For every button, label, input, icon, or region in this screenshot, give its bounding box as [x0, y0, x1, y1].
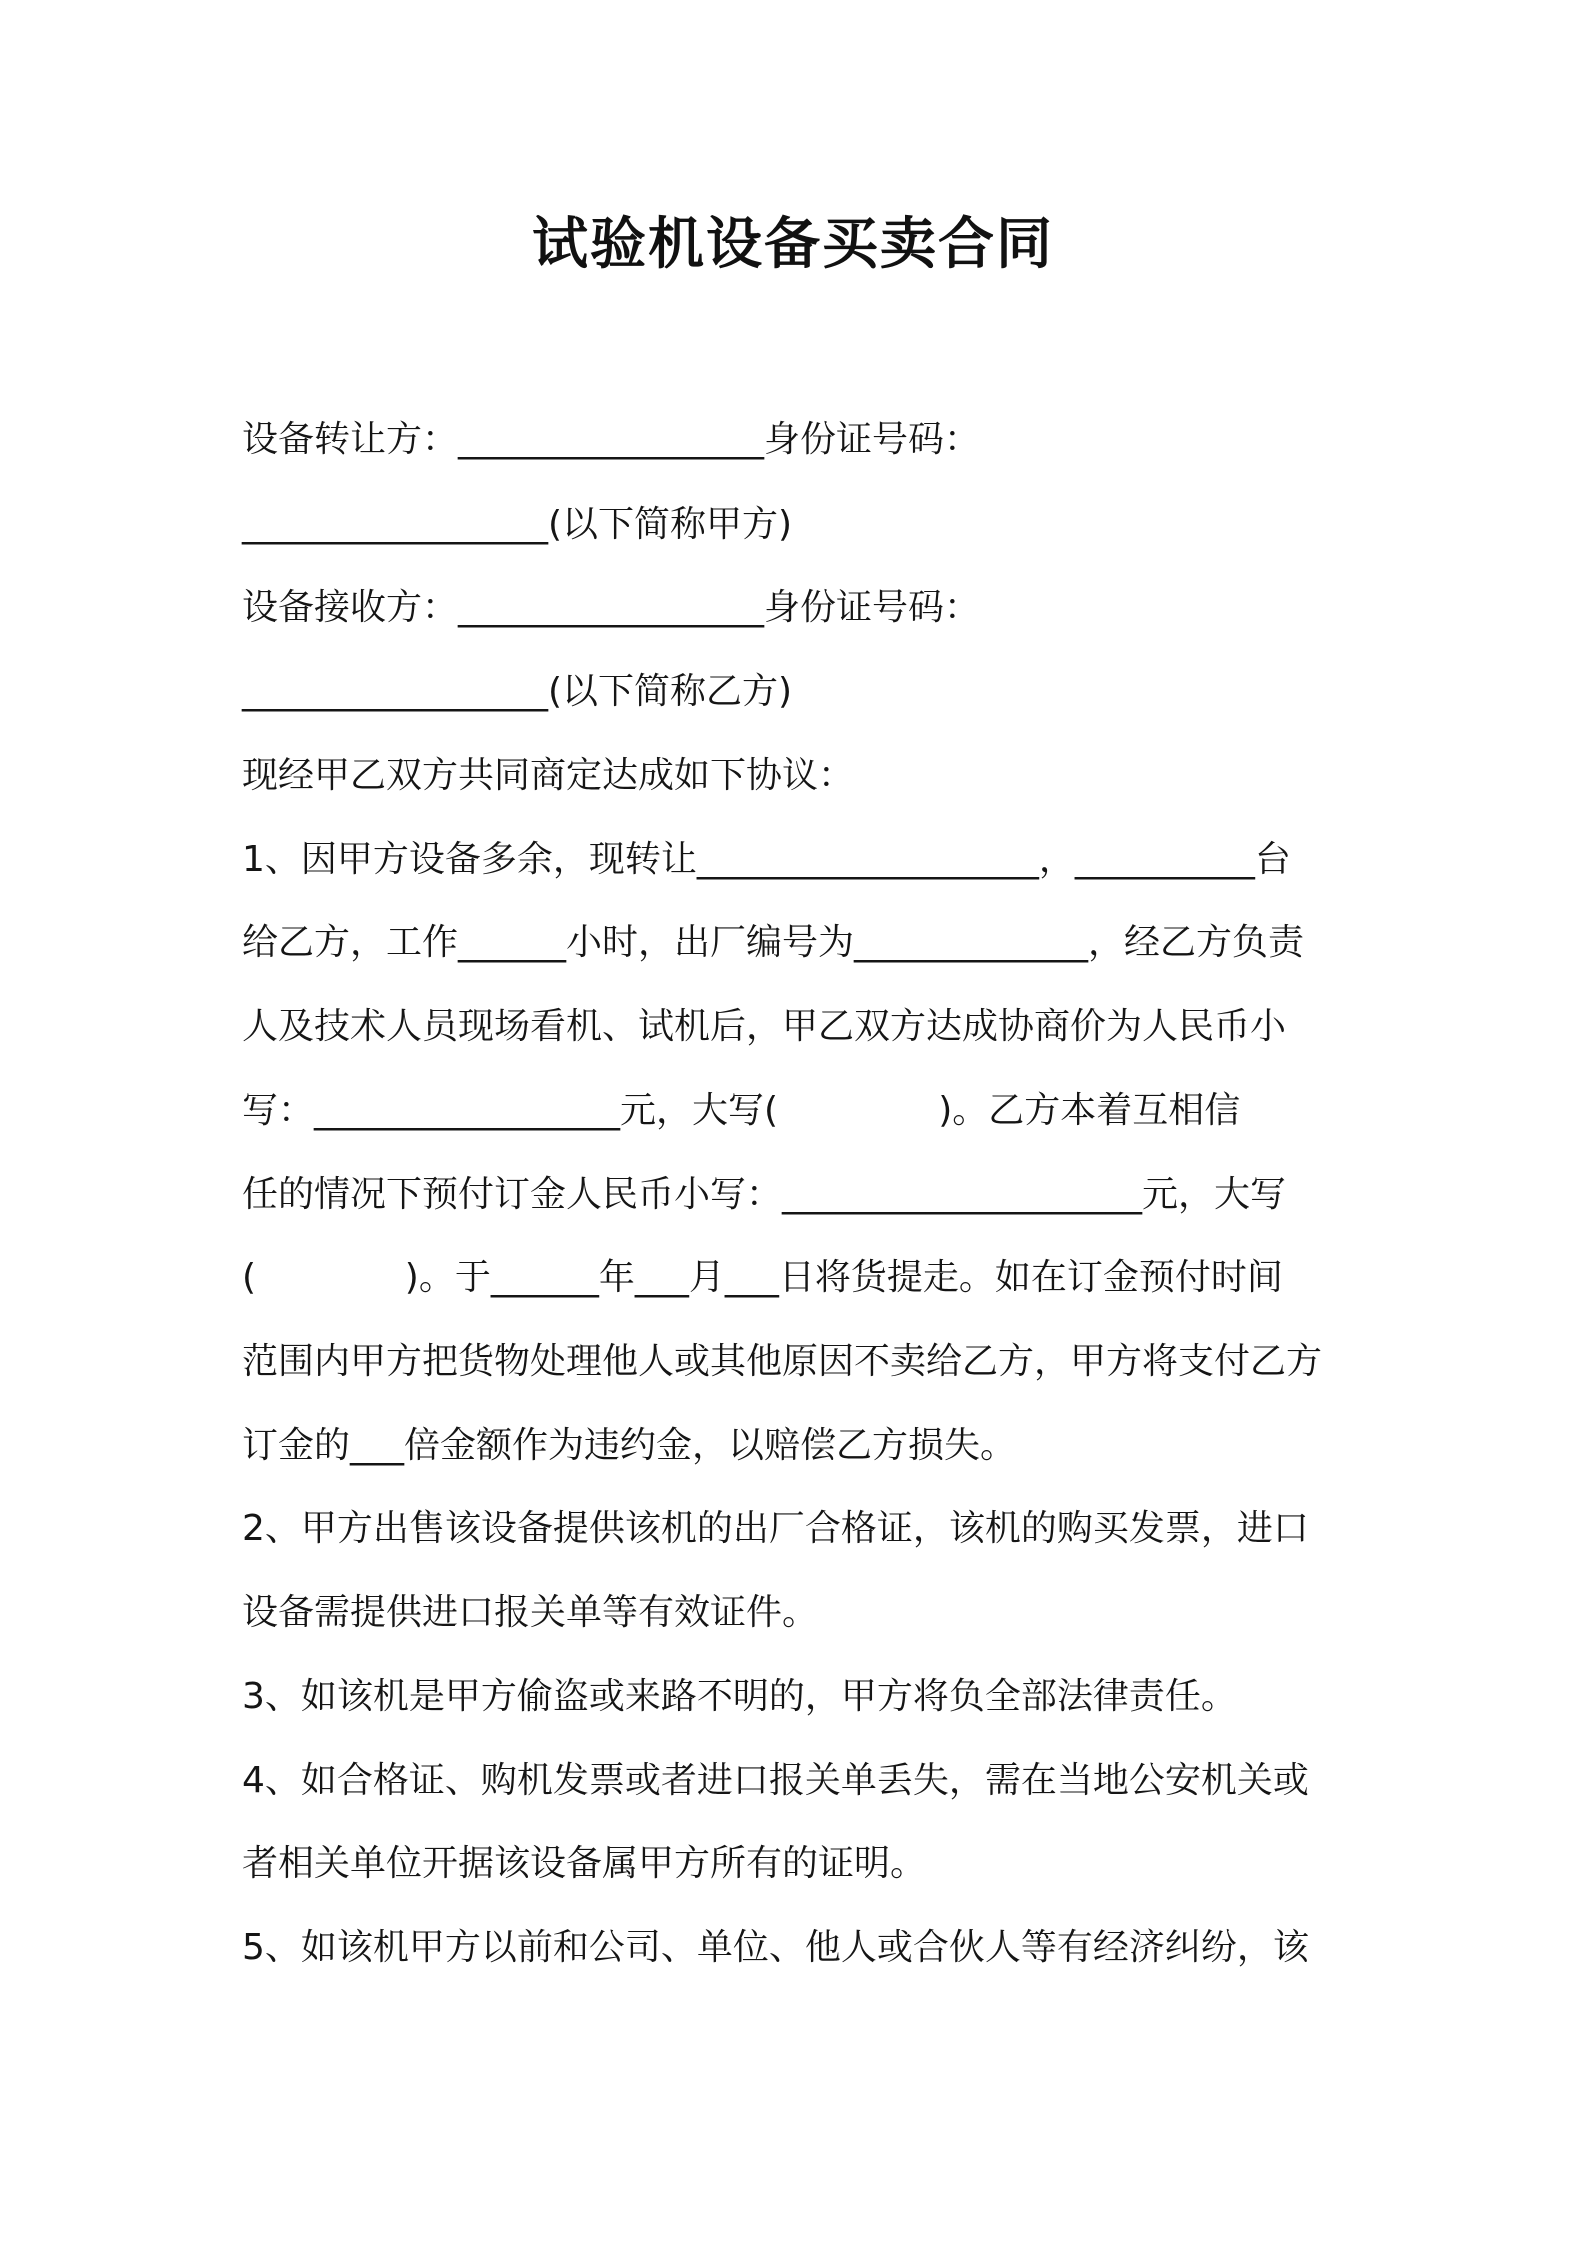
text-line: 设备接收方：_________________身份证号码：: [242, 587, 981, 628]
text-line: ( )。于______年___月___日将货提走。如在订金预付时间: [242, 1257, 1283, 1298]
text-line: 设备转让方：_________________身份证号码：: [242, 419, 981, 460]
text-line: _________________(以下简称乙方): [242, 671, 793, 712]
text-line: 1、因甲方设备多余，现转让___________________，__________台: [242, 839, 1291, 880]
text-line: 3、如该机是甲方偷盗或来路不明的，甲方将负全部法律责任。: [242, 1676, 1237, 1717]
text-line: 设备需提供进口报关单等有效证件。: [242, 1592, 819, 1633]
text-line: 给乙方，工作______小时，出厂编号为_____________，经乙方负责: [242, 922, 1305, 963]
text-line: 写：_________________元，大写( )。乙方本着互相信: [242, 1090, 1241, 1131]
text-line: 者相关单位开据该设备属甲方所有的证明。: [242, 1843, 927, 1884]
text-line: 4、如合格证、购机发票或者进口报关单丢失，需在当地公安机关或: [242, 1760, 1309, 1801]
document-title: 试验机设备买卖合同: [532, 212, 1054, 277]
text-line: 人及技术人员现场看机、试机后，甲乙双方达成协商价为人民币小: [242, 1006, 1287, 1047]
text-line: 范围内甲方把货物处理他人或其他原因不卖给乙方，甲方将支付乙方: [242, 1341, 1323, 1382]
text-line: 5、如该机甲方以前和公司、单位、他人或合伙人等有经济纠纷，该: [242, 1927, 1309, 1968]
text-line: 2、甲方出售该设备提供该机的出厂合格证，该机的购买发票，进口: [242, 1508, 1309, 1549]
text-line: 任的情况下预付订金人民币小写：____________________元，大写: [242, 1174, 1287, 1215]
text-line: 订金的___倍金额作为违约金，以赔偿乙方损失。: [242, 1425, 1017, 1466]
text-line: 现经甲乙双方共同商定达成如下协议：: [242, 755, 855, 796]
text-line: _________________(以下简称甲方): [242, 504, 793, 545]
